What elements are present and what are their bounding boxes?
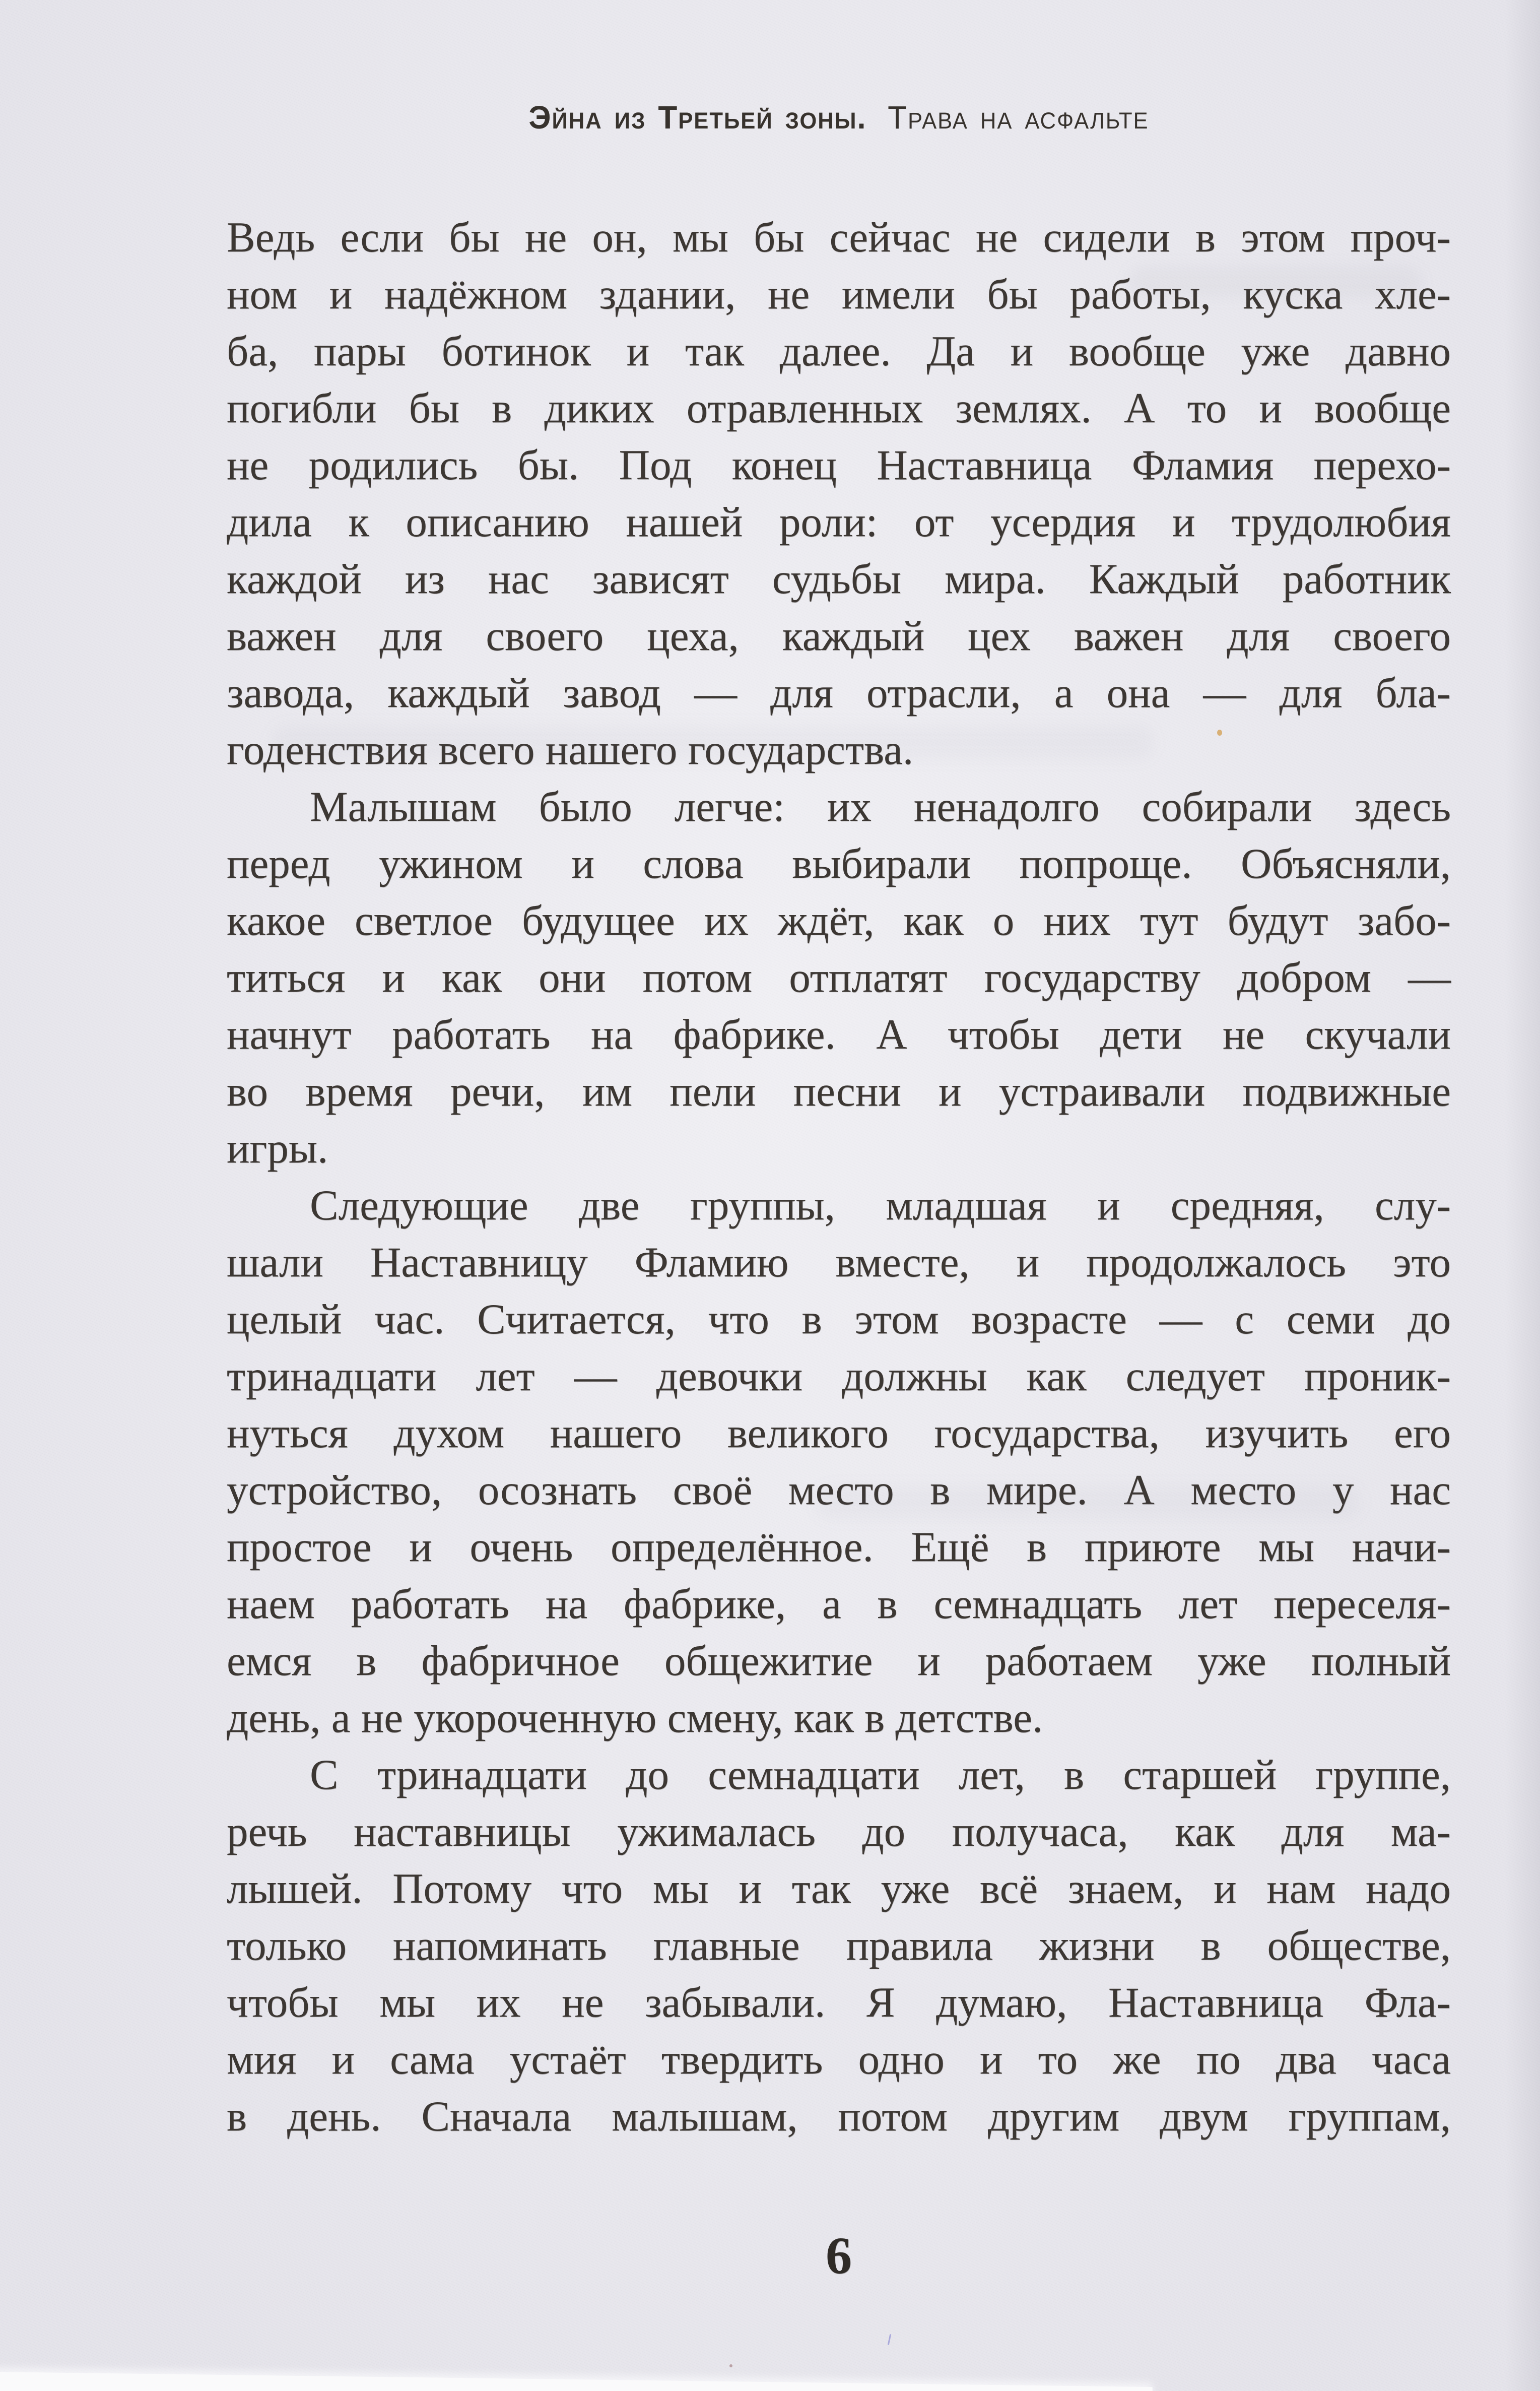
text-line: Ведь если бы не он, мы бы сейчас не сидели в этом проч- <box>227 214 1451 261</box>
text-line: день, а не укороченную смену, как в детстве. <box>227 1694 1043 1741</box>
text-line: ном и надёжном здании, не имели бы работы, куска хле- <box>227 271 1451 318</box>
text-line: шали Наставницу Фламию вместе, и продолжалось это <box>227 1239 1451 1286</box>
running-header-series-title: Эйна из Третьей зоны. <box>528 99 867 136</box>
text-line: емся в фабричное общежитие и работаем уже полный <box>227 1637 1451 1685</box>
paper-fiber <box>888 2334 892 2345</box>
text-line: нуться духом нашего великого государства, изучить его <box>227 1409 1451 1457</box>
text-line: тринадцати лет — девочки должны как следует проник- <box>227 1352 1451 1400</box>
text-line: чтобы мы их не забывали. Я думаю, Наставница Фла- <box>227 1979 1451 2026</box>
text-line: ба, пары ботинок и так далее. Да и вообще уже давно <box>227 328 1451 375</box>
text-line: важен для своего цеха, каждый цех важен для своего <box>227 612 1451 660</box>
text-line: устройство, осознать своё место в мире. А место у нас <box>227 1466 1451 1514</box>
scan-shadow <box>1505 0 1540 2391</box>
text-line: простое и очень определённое. Ещё в приюте мы начи- <box>227 1523 1451 1571</box>
text-line: погибли бы в диких отравленных землях. А то и вообще <box>227 384 1451 432</box>
text-line: титься и как они потом отплатят государству добром — <box>227 954 1451 1001</box>
running-header-book-title: Трава на асфальте <box>888 99 1149 136</box>
text-line: Следующие две группы, младшая и средняя, слу- <box>310 1182 1451 1229</box>
text-line: речь наставницы ужималась до получаса, как для ма- <box>227 1808 1451 1855</box>
paper-speck <box>1217 730 1222 736</box>
text-line: лышей. Потому что мы и так уже всё знаем, и нам надо <box>227 1865 1451 1912</box>
text-line: перед ужином и слова выбирали попроще. Объясняли, <box>227 840 1451 887</box>
text-line: игры. <box>227 1125 328 1172</box>
text-line: С тринадцати до семнадцати лет, в старшей группе, <box>310 1751 1451 1798</box>
text-line: в день. Сначала малышам, потом другим двум группам, <box>227 2093 1451 2140</box>
scan-edge <box>0 2372 1153 2391</box>
text-line: начнут работать на фабрике. А чтобы дети не скучали <box>227 1011 1451 1058</box>
page-text-block <box>227 209 1451 2145</box>
paper-speck <box>729 2364 732 2367</box>
running-header <box>245 99 1432 136</box>
text-line: целый час. Считается, что в этом возрасте — с семи до <box>227 1296 1451 1343</box>
text-line: завода, каждый завод — для отрасли, а она — для бла- <box>227 669 1451 717</box>
text-line: только напоминать главные правила жизни в обществе, <box>227 1922 1451 1969</box>
text-line: дила к описанию нашей роли: от усердия и трудолюбия <box>227 498 1451 546</box>
text-line: годенствия всего нашего государства. <box>227 726 914 773</box>
text-line: не родились бы. Под конец Наставница Фламия перехо- <box>227 441 1451 489</box>
text-line: наем работать на фабрике, а в семнадцать лет переселя- <box>227 1580 1451 1628</box>
text-line: Малышам было легче: их ненадолго собирали здесь <box>310 783 1451 830</box>
text-line: каждой из нас зависят судьбы мира. Каждый работник <box>227 555 1451 603</box>
text-line: мия и сама устаёт твердить одно и то же по два часа <box>227 2036 1451 2083</box>
page-number: 6 <box>826 2227 852 2285</box>
text-line: во время речи, им пели песни и устраивали подвижные <box>227 1068 1451 1115</box>
text-line: какое светлое будущее их ждёт, как о них тут будут забо- <box>227 897 1451 944</box>
